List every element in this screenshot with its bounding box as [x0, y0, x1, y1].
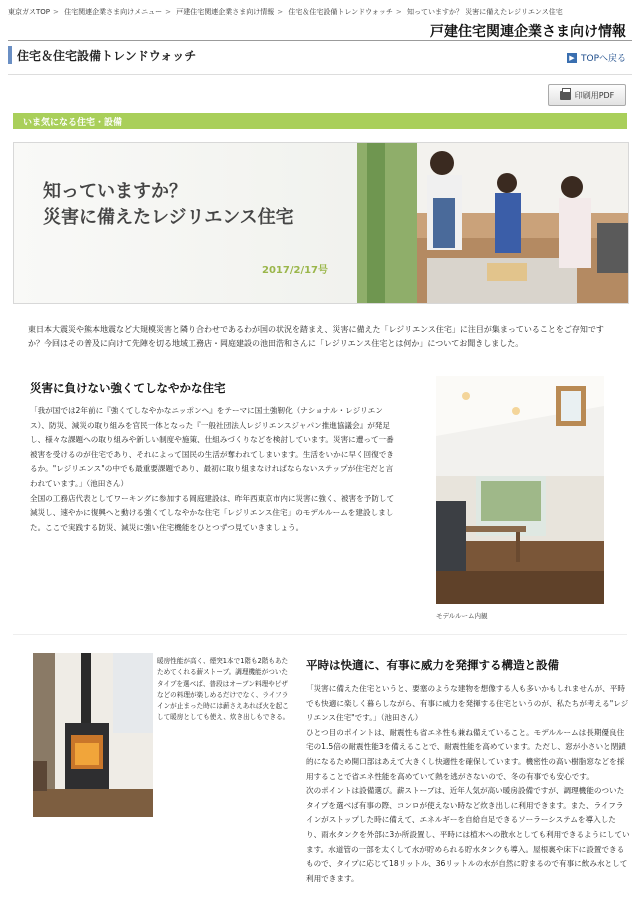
wood-stove-photo [33, 653, 153, 817]
model-room-caption: モデルルーム内観 [436, 612, 488, 620]
wood-stove-caption: 暖房性能が高く、煙突1本で1階も2階もあたためてくれる薪ストーブ。調理機能がついたタイプを選べば、普段はオーブン料理やピザなどの料理が楽しめるだけでなく、ライフラインが止まった時には薪さえあれば火を起こして暖房としても使え、炊き出しもできる。 [157, 657, 290, 722]
section2-paragraph: 次のポイントは設備選び。薪ストーブは、近年人気が高い暖房設備ですが、調理機能のついたタイプを選べば有事の際、コンロが使えない時など炊き出しに利用できます。また、ライフラインがストップした時に備えて、エネルギーを自給自足できるソーラーシステムを導入したり、雨水タンクを外部に3か所設置し、平時には植木への散水としても利用できるようにしています。水道管の一部を太くして水が貯められる貯水タンクも導入。屋根裏や床下に設置できるもので、タイプに応じて18リットル、36リットルの水が自然に貯まるので有事に飲み水として利用できます。 [306, 786, 630, 883]
breadcrumb: 東京ガスTOP > 住宅関連企業さま向けメニュー > 戸建住宅関連企業さま向け情報 > 住宅＆住宅設備トレンドウォッチ > 知っていますか？ 災害に備えたレジリエンス住宅 [8, 8, 563, 16]
section2-heading: 平時は快適に、有事に威力を発揮する構造と設備 [306, 658, 559, 672]
print-pdf-label: 印刷用PDF [574, 90, 615, 100]
section2-body [306, 682, 630, 886]
hero-banner [13, 142, 629, 304]
section2-paragraph: ひとつ目のポイントは、耐震性も省エネ性も兼ね備えていること。モデルルームは長期優良住宅の1.5倍の耐震性能3を備えることで、耐震性能を高めています。ただし、窓が小さいと閉鎖的になるため開口部はあえて大きくし快適性を確保しています。機密性の高い樹脂窓などを採用することで省エネ性能を高めていて熱を逃がさないので、冬の有事でも安心です。 [306, 727, 626, 781]
title-accent-bar [8, 46, 12, 64]
section-divider [13, 634, 627, 635]
printer-icon [560, 91, 571, 100]
title-divider [8, 74, 632, 75]
hero-photo [357, 143, 628, 303]
section2-paragraph: 「災害に備えた住宅というと、要塞のような建物を想像する人も多いかもしれませんが、平時でも快適に楽しく暮らしながら、有事に威力を発揮する住宅というのが、私たちが考える"レジリエンス住宅"です。」（池田さん） [306, 684, 629, 723]
breadcrumb-link-housing-menu[interactable]: 住宅関連企業さま向けメニュー [64, 8, 163, 16]
section1-heading: 災害に負けない強くてしなやかな住宅 [30, 381, 226, 395]
hero-headline [43, 179, 294, 231]
model-room-photo [436, 376, 604, 604]
section1-paragraph: 全国の工務店代表としてワーキングに参加する岡庭建設は、昨年西東京市内に災害に強く、被害を予防して減災し、速やかに復興へと動ける強くてしなやかな住宅「レジリエンス住宅」のモデルルームを建設しました。ここで実践する防災、減災に強い住宅機能をひとつずつ見ていきましょう。 [30, 493, 395, 532]
hero-headline-line2: 災害に備えたレジリエンス住宅 [43, 207, 294, 228]
section1-body [30, 404, 400, 535]
category-label: いま気になる住宅・設備 [23, 118, 123, 128]
arrow-right-icon: ▶ [567, 53, 577, 63]
category-bar [13, 113, 627, 129]
intro-text: 東日本大震災や熊本地震など大規模災害と隣り合わせであるわが国の状況を踏まえ、災害に備えた「レジリエンス住宅」に注目が集まっていることをご存知ですか？今回はその普及に向けて先陣を切る地域工務店・岡庭建設の池田浩和さんに「レジリエンス住宅とは何か」についてお聞きしました。 [28, 325, 604, 348]
page-title: 住宅＆住宅設備トレンドウォッチ [17, 49, 197, 63]
breadcrumb-link-detached-housing-info[interactable]: 戸建住宅関連企業さま向け情報 [176, 8, 275, 16]
print-pdf-button[interactable] [548, 84, 626, 106]
section-title: 戸建住宅関連企業さま向け情報 [430, 24, 626, 40]
breadcrumb-link-trend-watch[interactable]: 住宅＆住宅設備トレンドウォッチ [288, 8, 393, 16]
hero-headline-line1: 知っていますか？ [43, 181, 187, 202]
issue-date: 2017/2/17号 [262, 265, 329, 276]
back-to-top-label: TOPへ戻る [580, 54, 626, 64]
section1-paragraph: 「我が国では2年前に『強くてしなやかなニッポンへ』をテーマに国土強靭化（ナショナル・レジリエンス）、防災、減災の取り組みを官民一体となった『一般社団法人レジリエンスジャパン推進協議会』が発足し、様々な課題への取り組みや新しい制度や施策、仕組みづくりなどを検討しています。災害に遭って一番被害を受けるのが住宅であり、それによって国民の生活が奪われてしまいます。生活をいかに早く回復できるか。"レジリエンス"の中でも最重要課題であり、最初に取り組まなければならないステップが住宅だと言われています。」（池田さん） [30, 406, 394, 488]
breadcrumb-link-tokyo-gas-top[interactable]: 東京ガスTOP [8, 8, 51, 16]
header-divider [8, 40, 632, 41]
back-to-top-link[interactable] [567, 51, 626, 64]
breadcrumb-current: 知っていますか？ 災害に備えたレジリエンス住宅 [407, 8, 563, 16]
